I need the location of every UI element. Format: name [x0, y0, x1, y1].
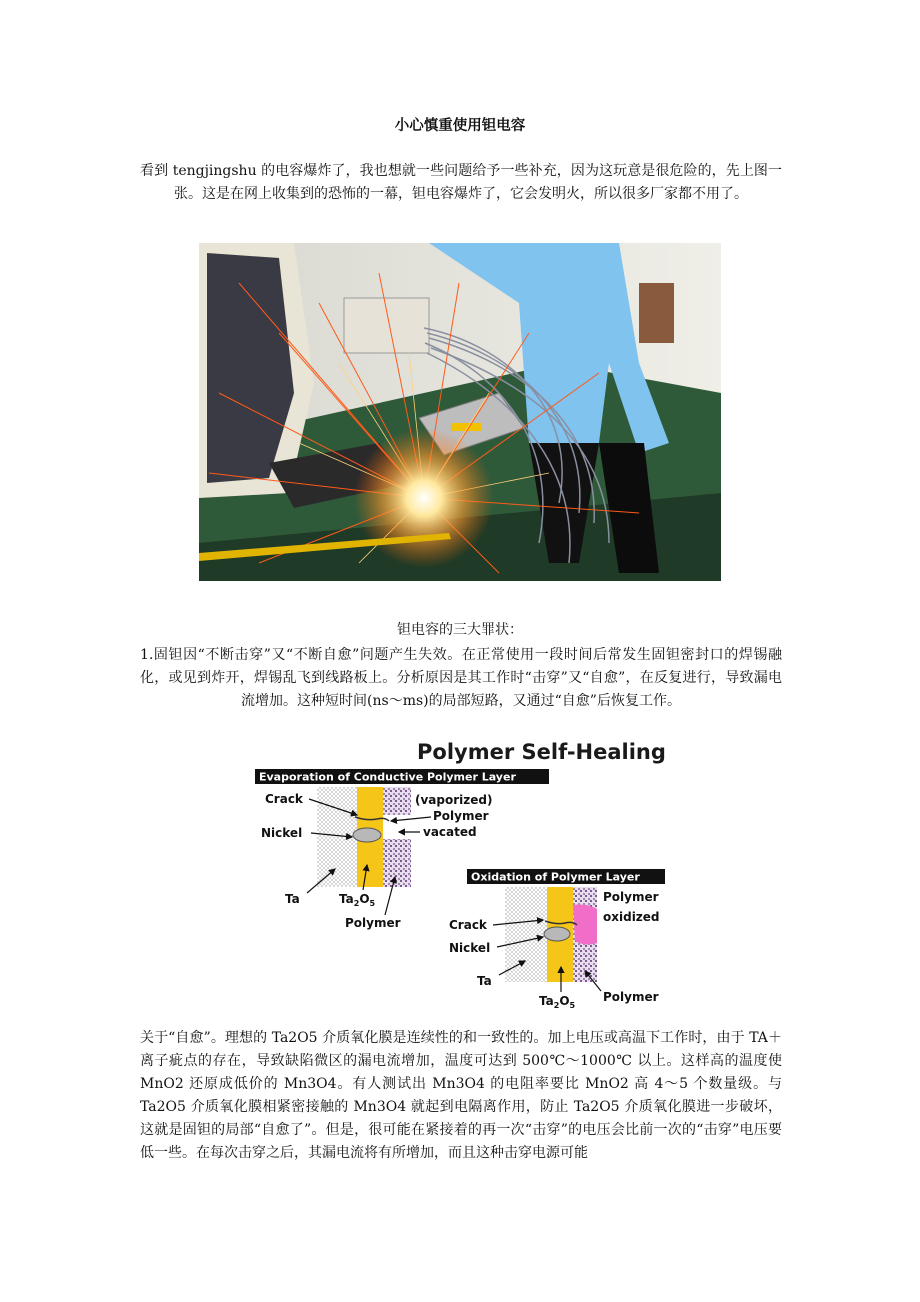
panel1-polymer-bottom: [383, 839, 411, 887]
panel2-nickel-label: Nickel: [449, 941, 491, 955]
panel1-header: Evaporation of Conductive Polymer Layer: [259, 770, 516, 784]
panel2-polymer-oxidized-label: Polymer: [603, 890, 659, 904]
intro-paragraph: 看到 tengjingshu 的电容爆炸了，我也想就一些问题给予一些补充，因为这玩意是很危险的，先上图一张。这是在网上收集到的恐怖的一幕，钽电容爆炸了，它会发明火，所以很多厂家都不用了。: [140, 163, 782, 202]
panel1-polymer-top: [383, 787, 411, 815]
capacitor-explosion-photo: [199, 243, 721, 581]
panel1-nickel-particle: [353, 828, 381, 842]
diagram-svg: [255, 735, 675, 1011]
panel1-vacated-label: vacated: [423, 825, 477, 839]
panel1-polymer2-label: Polymer: [433, 809, 489, 823]
panel1-nickel-label: Nickel: [261, 826, 303, 840]
panel2-ta2o5-label: $Ta_2O_5$: [539, 994, 576, 1010]
photo-illustration: [199, 243, 721, 581]
panel2-ta-label: Ta: [477, 974, 492, 988]
panel1-vaporized-label: (vaporized): [415, 793, 493, 807]
panel1-ta2o5-label: $Ta_2O_5$: [339, 892, 376, 908]
polymer-self-healing-diagram: [255, 735, 675, 1011]
panel2-oxidized-label: oxidized: [603, 910, 660, 924]
self-healing-paragraph: 关于“自愈”。理想的 Ta2O5 介质氧化膜是连续性的和一致性的。加上电压或高温下工作时，由于 TA＋离子疵点的存在，导致缺陷微区的漏电流增加，温度可达到 500℃～1000℃ 以上。这样高的温度使 MnO2 还原成低价的 Mn3O4。有人测试出 Mn3O4 的电阻率要比 MnO2 高 4～5 个数量级。与 Ta2O5 介质氧化膜相紧密接触的 Mn3O4 就起到电隔离作用，防止 Ta2O5 介质氧化膜进一步破坏，这就是固钽的局部“自愈了”。但是，很可能在紧接着的再一次“击穿”的电压会比前一次的“击穿”电压要低一些。在每次击穿之后，其漏电流将有所增加，而且这种击穿电源可能: [140, 1030, 782, 1161]
panel1-polymer-label: Polymer: [345, 916, 401, 930]
section-heading: 钽电容的三大罪状：: [397, 622, 523, 638]
panel2-crack-label: Crack: [449, 918, 487, 932]
point-1-paragraph: 1.固钽因“不断击穿”又“不断自愈”问题产生失效。在正常使用一段时间后常发生固钽密封口的焊锡融化，或见到炸开，焊锡乱飞到线路板上。分析原因是其工作时“击穿”又“自愈”，在反复进行，导致漏电流增加。这种短时间(ns～ms)的局部短路，又通过“自愈”后恢复工作。: [140, 647, 782, 709]
document-title: 小心慎重使用钽电容: [394, 117, 526, 134]
panel2-header: Oxidation of Polymer Layer: [471, 870, 640, 884]
panel1-crack-label: Crack: [265, 792, 303, 806]
diagram-title: Polymer Self-Healing: [417, 740, 666, 764]
panel1-ta-label: Ta: [285, 892, 300, 906]
panel2-nickel-particle: [544, 927, 570, 941]
panel2-polymer-label: Polymer: [603, 990, 659, 1004]
